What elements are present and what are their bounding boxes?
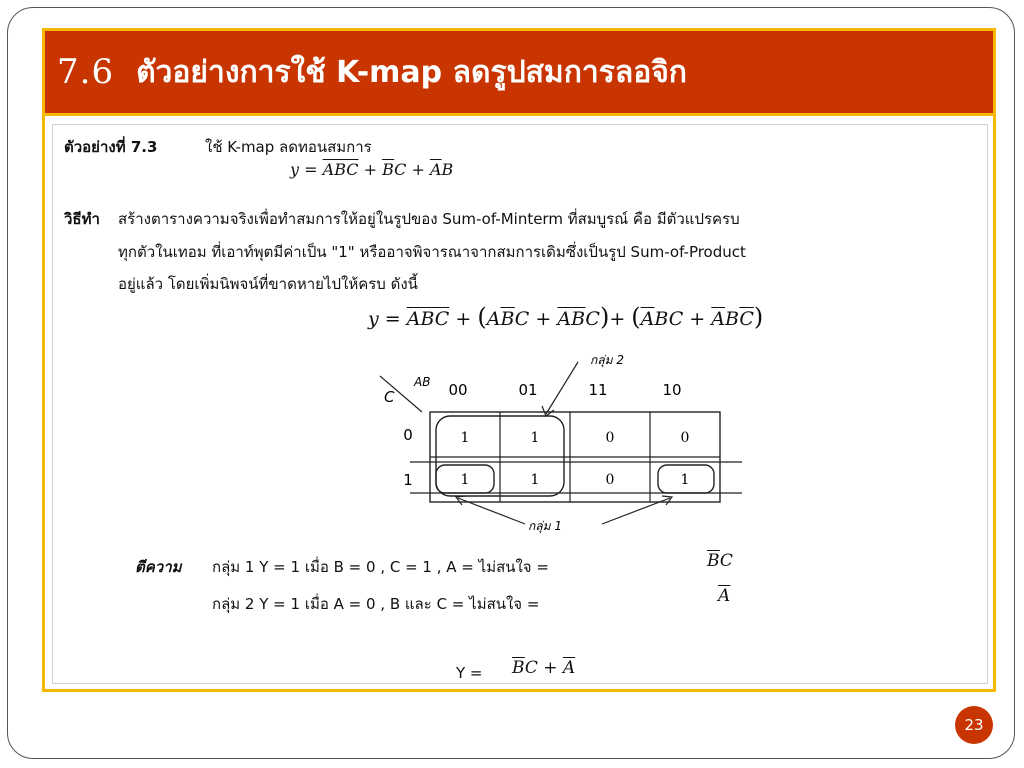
kmap-cell: 1: [530, 472, 540, 488]
kmap-cell: 0: [605, 430, 615, 446]
kmap-cell: 0: [680, 430, 690, 446]
k-map: [370, 350, 750, 545]
kmap-cell: 0: [605, 472, 615, 488]
interpretation-label: ตีความ: [135, 558, 182, 576]
method-label: วิธีทำ: [64, 210, 100, 228]
kmap-corner-ab: AB: [414, 375, 431, 389]
group-2-label: กลุ่ม 2: [590, 353, 624, 367]
interpretation-group-1: กลุ่ม 1 Y = 1 เมื่อ B = 0 , C = 1 , A = ไม่สนใจ =: [212, 558, 549, 576]
result-expression: $\overline{B}C + \overline{A}$: [512, 658, 576, 678]
page-number-badge: 23: [955, 706, 993, 744]
example-label: ตัวอย่างที่ 7.3: [64, 138, 158, 156]
example-intro: ใช้ K-map ลดทอนสมการ: [205, 138, 372, 156]
kmap-row-0: 0: [403, 426, 413, 444]
group-1-label: กลุ่ม 1: [528, 519, 562, 533]
kmap-col-11: 11: [588, 381, 608, 399]
method-line-2: ทุกตัวในเทอม ที่เอาท์พุตมีค่าเป็น "1" หรืออาจพิจารณาจากสมการเดิมซึ่งเป็นรูป Sum-of-Product: [118, 243, 746, 261]
title-bar: [42, 28, 996, 116]
kmap-cell: 1: [530, 430, 540, 446]
kmap-col-01: 01: [518, 381, 538, 399]
kmap-cell: 1: [680, 472, 690, 488]
title-number: 7.6: [57, 52, 115, 92]
equation-lhs: y =: [290, 160, 318, 179]
kmap-row-1: 1: [403, 471, 413, 489]
kmap-col-00: 00: [448, 381, 468, 399]
slide-title: ตัวอย่างการใช้ K-map ลดรูปสมการลอจิก: [136, 54, 687, 90]
kmap-col-10: 10: [662, 381, 682, 399]
group-2-result: $\overline{A}$: [718, 586, 731, 606]
result-lhs: Y =: [456, 664, 483, 682]
group-1-result: $\overline{B}C$: [707, 551, 733, 571]
interpretation-group-2: กลุ่ม 2 Y = 1 เมื่อ A = 0 , B และ C = ไม่สนใจ =: [212, 595, 540, 613]
method-line-3: อยู่แล้ว โดยเพิ่มนิพจน์ที่ขาดหายไปให้ครบ ดังนี้: [118, 275, 418, 293]
expanded-equation: $y = \overline{A}\overline{B}\overline{C} + (A\overline{B}C + \overline{A}\overline{B}C)+ (\overline{A}BC + \overline{A}B\overline{C})$: [368, 303, 764, 331]
kmap-cell: 1: [460, 472, 470, 488]
kmap-cell: 1: [460, 430, 470, 446]
method-line-1: สร้างตารางความจริงเพื่อทำสมการให้อยู่ในรูปของ Sum-of-Minterm ที่สมบูรณ์ คือ มีตัวแปรครบ: [118, 210, 740, 228]
kmap-corner-c: C: [384, 388, 395, 406]
original-equation: $y = \overline{A}\overline{B}\overline{C} + \overline{B}C + \overline{A}B$: [290, 160, 454, 179]
